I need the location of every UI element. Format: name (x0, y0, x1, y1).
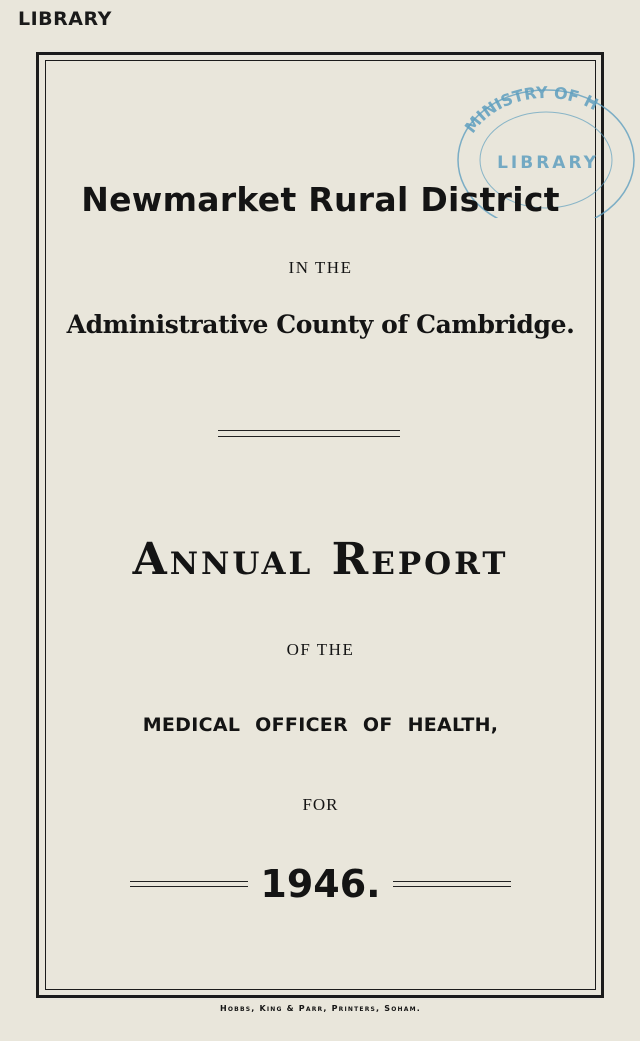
officer-title: MEDICAL OFFICER OF HEALTH, (142, 714, 499, 736)
report-year: 1946. (260, 862, 381, 906)
divider-rule (218, 430, 400, 437)
year-line (45, 862, 596, 906)
library-stamp-label: LIBRARY (18, 8, 112, 30)
year-rule-left (130, 881, 248, 887)
seal-center-text: LIBRARY (497, 153, 599, 173)
district-title: Newmarket Rural District (81, 180, 560, 219)
printer-imprint: Hobbs, King & Parr, Printers, Soham. (219, 1004, 421, 1013)
in-the-label: IN THE (288, 258, 353, 277)
for-label: FOR (302, 795, 339, 814)
svg-text:MINISTRY OF H (461, 83, 602, 137)
county-title: Administrative County of Cambridge. (66, 310, 575, 339)
report-title: Annual Report (132, 534, 509, 585)
seal-top-text: MINISTRY OF H (460, 82, 602, 137)
year-rule-right (393, 881, 511, 887)
of-the-label: OF THE (286, 640, 355, 659)
